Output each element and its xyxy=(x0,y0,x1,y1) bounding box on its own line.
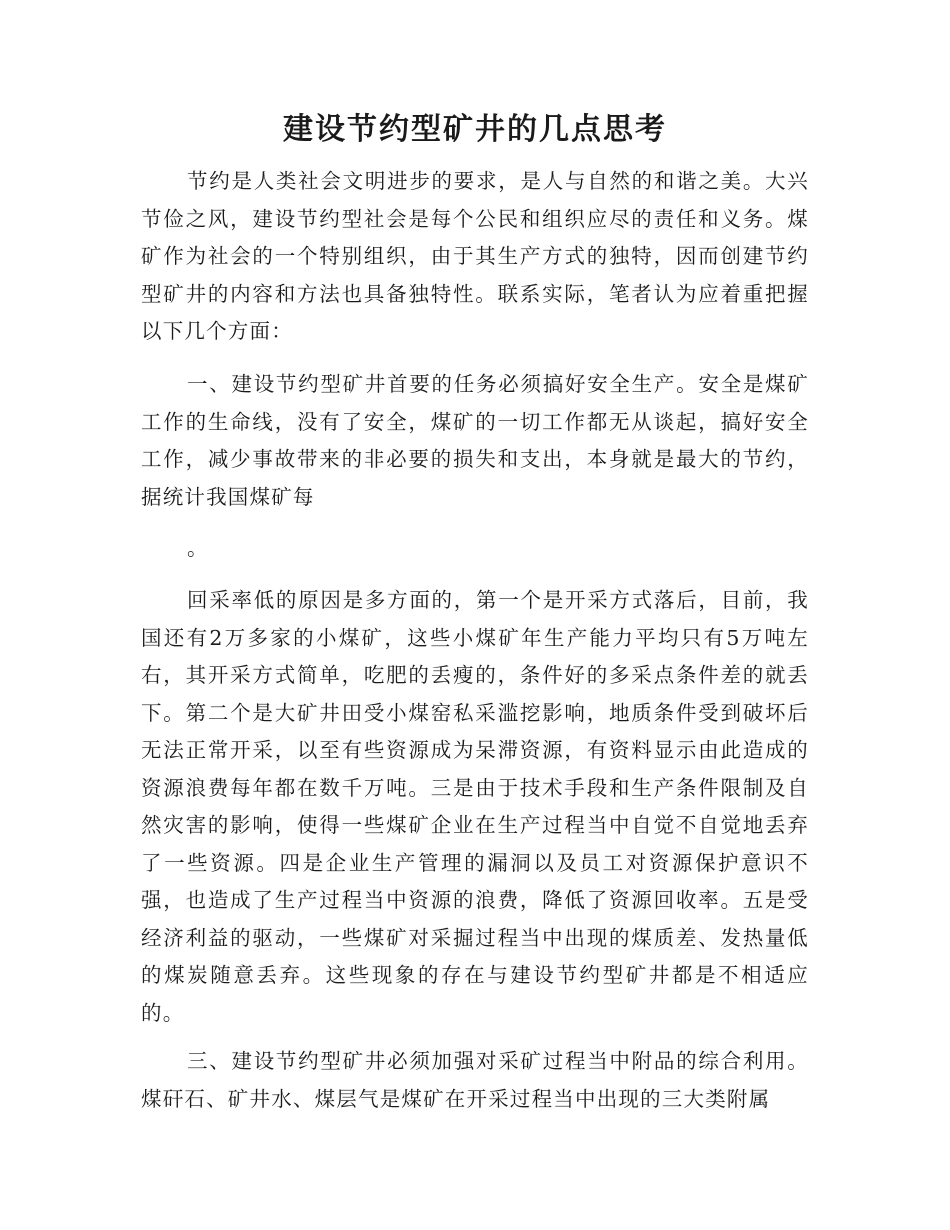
paragraph-byproducts: 三、建设节约型矿井必须加强对采矿过程当中附品的综合利用。煤矸石、矿井水、煤层气是煤矿在开采过程当中出现的三大类附属 xyxy=(141,1049,809,1111)
paragraph-intro: 节约是人类社会文明进步的要求，是人与自然的和谐之美。大兴节俭之风，建设节约型社会是每个公民和组织应尽的责任和义务。煤矿作为社会的一个特别组织，由于其生产方式的独特，因而创建节约型矿井的内容和方法也具备独特性。联系实际，笔者认为应着重把握以下几个方面： xyxy=(141,169,809,343)
paragraph-recovery-rate: 回采率低的原因是多方面的，第一个是开采方式落后，目前，我国还有2万多家的小煤矿，这些小煤矿年生产能力平均只有5万吨左右，其开采方式简单，吃肥的丢瘦的，条件好的多采点条件差的就丢下。第二个是大矿井田受小煤窑私采滥挖影响，地质条件受到破坏后无法正常开采，以至有些资源成为呆滞资源，有资料显示由此造成的资源浪费每年都在数千万吨。三是由于技术手段和生产条件限制及自然灾害的影响，使得一些煤矿企业在生产过程当中自觉不自觉地丢弃了一些资源。四是企业生产管理的漏洞以及员工对资源保护意识不强，也造成了生产过程当中资源的浪费，降低了资源回收率。五是受经济利益的驱动，一些煤矿对采掘过程当中出现的煤质差、发热量低的煤炭随意丢弃。这些现象的存在与建设节约型矿井都是不相适应的。 xyxy=(141,588,809,1025)
paragraph-safety: 一、建设节约型矿井首要的任务必须搞好安全生产。安全是煤矿工作的生命线，没有了安全，煤矿的一切工作都无从谈起，搞好安全工作，减少事故带来的非必要的损失和支出，本身就是最大的节约，据统计我国煤矿每 xyxy=(141,372,809,509)
paragraph-fragment: 。 xyxy=(187,536,209,560)
document-title: 建设节约型矿井的几点思考 xyxy=(283,112,667,147)
